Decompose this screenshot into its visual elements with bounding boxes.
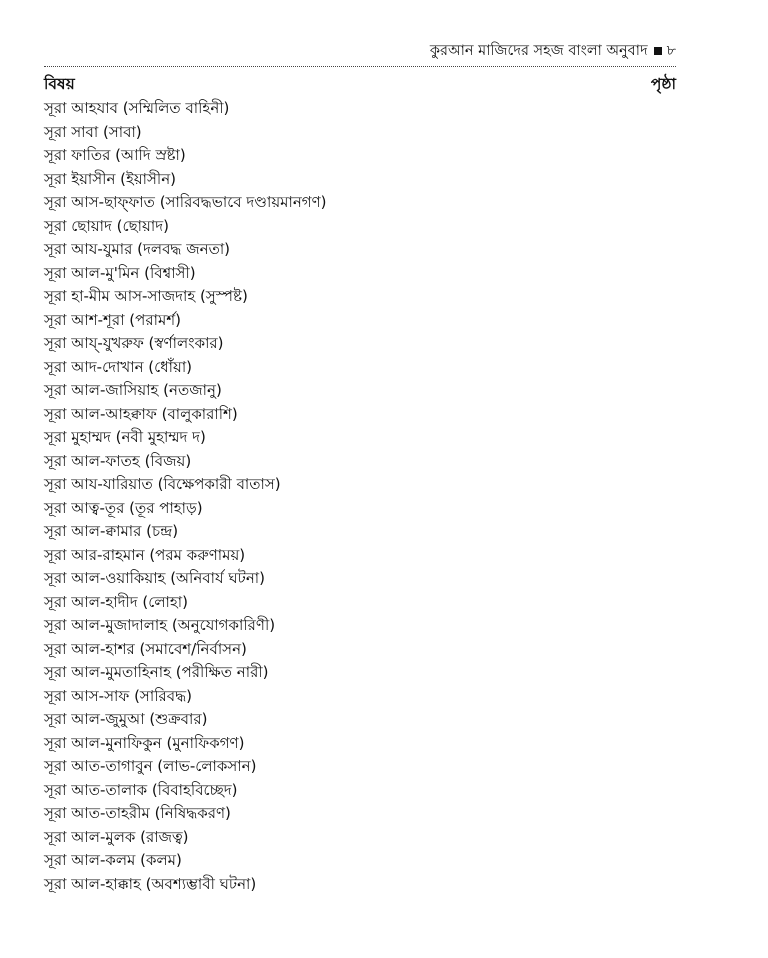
toc-entry: সূরা আহযাব (সম্মিলিত বাহিনী) [44, 99, 230, 117]
toc-entry: সূরা সাবা (সাবা) [44, 122, 142, 141]
toc-entry: সূরা আল-মু'মিন (বিশ্বাসী) [44, 263, 196, 282]
toc-entry: সূরা আয্‌-যুখরুফ (স্বর্ণালংকার) [44, 334, 224, 352]
square-bullet-icon [654, 47, 662, 55]
running-header [430, 42, 676, 60]
toc-entry: সূরা আল-হাশর (সমাবেশ/নির্বাসন) [44, 639, 247, 658]
page-column-heading: পৃষ্ঠা [650, 75, 676, 93]
toc-entry: সূরা আয-যুমার (দলবদ্ধ জনতা) [44, 240, 231, 258]
toc-entry: সূরা আস-ছাফ্‌ফাত (সারিবদ্ধভাবে দণ্ডায়মানগণ) [44, 193, 327, 211]
toc-entry: সূরা আল-হাক্কাহ (অবশ্যম্ভাবী ঘটনা) [44, 874, 257, 893]
table-of-contents [44, 97, 327, 896]
toc-entry: সূরা আশ-শূরা (পরামর্শ) [44, 310, 181, 329]
toc-entry: সূরা আল-জুমুআ (শুক্রবার) [44, 710, 208, 728]
dotted-divider [44, 66, 676, 67]
toc-entry: সূরা আল-জাসিয়াহ (নতজানু) [44, 381, 222, 399]
toc-entry: সূরা আল-ক্বামার (চন্দ্র) [44, 522, 179, 540]
toc-entry: সূরা আদ-দোখান (ধোঁয়া) [44, 357, 193, 376]
toc-entry: সূরা আত-তালাক (বিবাহবিচ্ছেদ) [44, 780, 238, 799]
toc-entry: সূরা হা-মীম আস-সাজদাহ (সুস্পষ্ট) [44, 287, 248, 305]
page-number: ৮ [666, 43, 676, 59]
toc-entry: সূরা আল-মুনাফিকুন (মুনাফিকগণ) [44, 733, 245, 752]
toc-entry: সূরা আস-সাফ (সারিবদ্ধ) [44, 686, 192, 705]
toc-entry: সূরা আল-মুলক (রাজত্ব) [44, 827, 189, 846]
toc-entry: সূরা আত্ব-তূর (তূর পাহাড়) [44, 498, 203, 517]
toc-entry: সূরা আল-ওয়াকিয়াহ (অনিবার্য ঘটনা) [44, 569, 265, 587]
toc-entry: সূরা আল-ফাতহ (বিজয়) [44, 451, 192, 470]
book-title: কুরআন মাজিদের সহজ বাংলা অনুবাদ [429, 43, 648, 59]
toc-entry: সূরা আল-মুমতাহিনাহ (পরীক্ষিত নারী) [44, 663, 269, 681]
toc-entry: সূরা আল-কলম (কলম) [44, 851, 182, 869]
toc-entry: সূরা ফাতির (আদি স্রষ্টা) [44, 146, 186, 164]
toc-entry: সূরা আত-তাগাবুন (লাভ-লোকসান) [44, 757, 257, 775]
toc-entry: সূরা ছোয়াদ (ছোয়াদ) [44, 216, 169, 235]
toc-entry: সূরা আয-যারিয়াত (বিক্ষেপকারী বাতাস) [44, 475, 281, 493]
toc-entry: সূরা আল-মুজাদালাহ (অনুযোগকারিণী) [44, 616, 276, 634]
toc-entry: সূরা আল-হাদীদ (লোহা) [44, 592, 188, 611]
toc-entry: সূরা আর-রাহমান (পরম করুণাময়) [44, 545, 246, 564]
toc-entry: সূরা ইয়াসীন (ইয়াসীন) [44, 169, 177, 188]
subject-column-heading: বিষয় [44, 75, 75, 93]
toc-entry: সূরা আল-আহক্বাফ (বালুকারাশি) [44, 404, 238, 423]
toc-entry: সূরা আত-তাহরীম (নিষিদ্ধকরণ) [44, 804, 231, 822]
toc-entry: সূরা মুহাম্মদ (নবী মুহাম্মদ দ) [44, 428, 206, 446]
